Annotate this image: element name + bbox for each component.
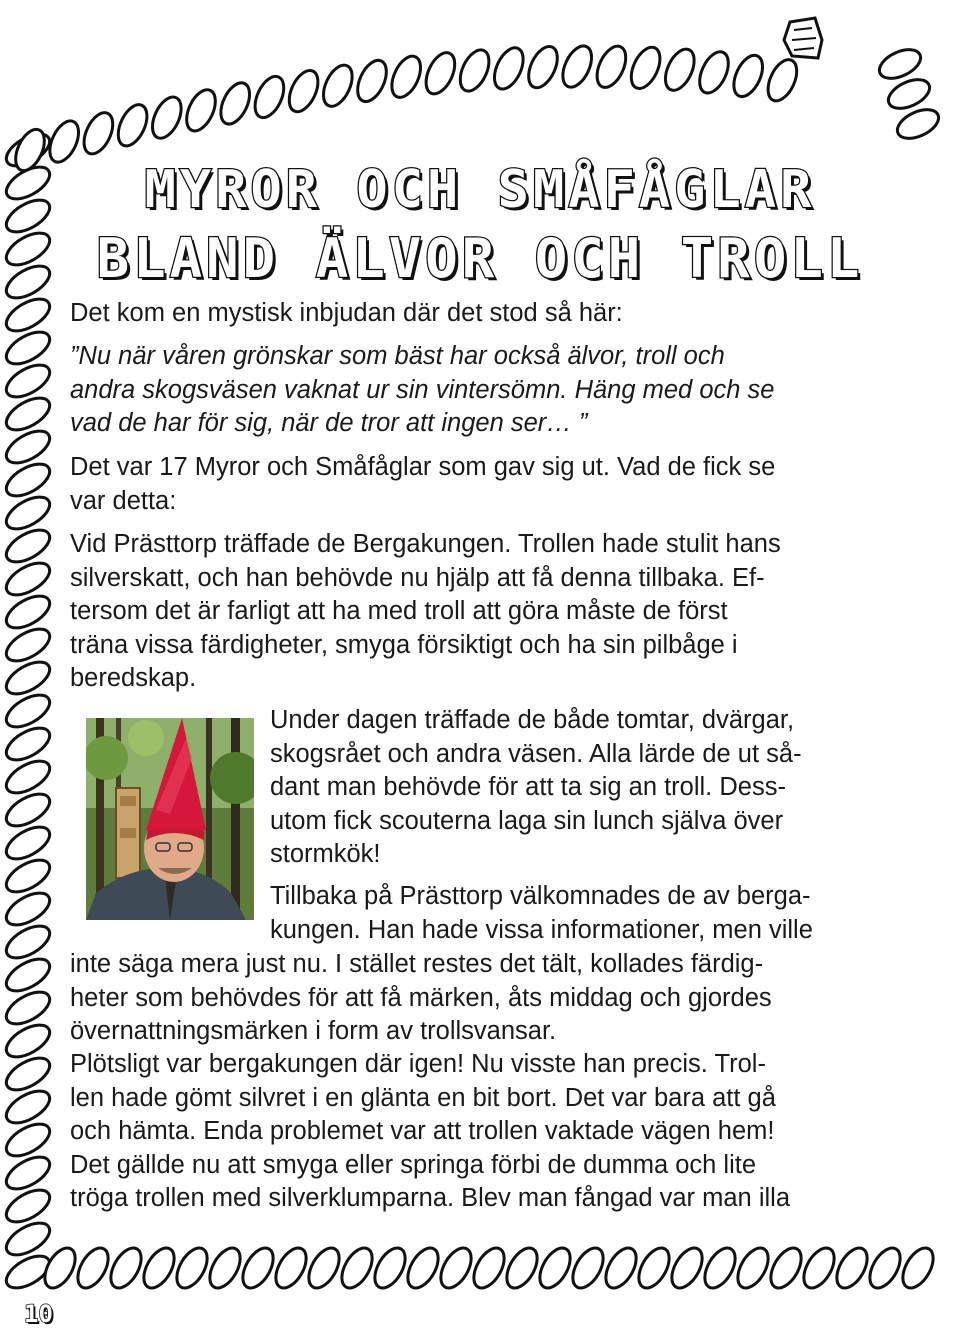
rope-link: [699, 1243, 742, 1293]
rope-link: [1, 1217, 55, 1262]
rope-end-knot-icon: [784, 18, 822, 58]
rope-link: [1, 458, 55, 503]
rope-link: [732, 1243, 775, 1293]
rope-link: [336, 1243, 379, 1293]
rope-link: [1, 689, 55, 734]
rope-link: [666, 1243, 709, 1293]
rope-link: [303, 1243, 346, 1293]
text-line: vad de har för sig, när de tror att ingen ser… ”: [70, 409, 588, 437]
rope-link: [1, 425, 55, 470]
text-line: len hade gömt silvret i en glänta en bit bort. Det var bara att gå: [70, 1083, 776, 1112]
page-title-line-1: MYROR OCH SMÅFÅGLAR: [144, 160, 816, 220]
rope-link: [1, 1184, 55, 1229]
rope-link: [1, 722, 55, 767]
rope-link: [1, 755, 55, 800]
rope-link: [1, 590, 55, 635]
text-line: var detta:: [70, 486, 177, 515]
page-number: 10: [24, 1300, 53, 1328]
rope-link: [215, 78, 255, 128]
rope-link: [1, 557, 55, 602]
rope-link: [112, 100, 152, 150]
rope-link: [765, 1243, 808, 1293]
rope-link: [489, 43, 529, 93]
rope-link: [1, 1118, 55, 1163]
rope-link: [1, 392, 55, 437]
paragraph-evening: [70, 948, 772, 1049]
rope-link: [181, 85, 221, 135]
rope-link: [468, 1243, 511, 1293]
rope-link: [893, 104, 943, 144]
text-line: inte säga mera just nu. I stället restes det tält, kollades färdig-: [70, 950, 764, 978]
text-line: heter som behövdes för att få märken, åts middag och gjordes: [70, 983, 772, 1012]
rope-link: [249, 72, 289, 122]
paragraph-silver-hunt: [70, 1048, 790, 1216]
paragraph-bergakungen: [70, 528, 781, 696]
rope-link: [501, 1243, 544, 1293]
rope-link: [1, 1085, 55, 1130]
rope-link: [762, 55, 802, 105]
paragraph-day-activities: [270, 704, 802, 872]
rope-link: [72, 1243, 115, 1293]
rope-link: [864, 1243, 907, 1293]
rope-link: [171, 1243, 214, 1293]
text-line: beredskap.: [70, 664, 197, 692]
rope-link: [1, 788, 55, 833]
rope-link: [1, 986, 55, 1031]
text-line: Under dagen träffade de både tomtar, dvärgar,: [270, 706, 795, 734]
rope-link: [897, 1243, 940, 1293]
text-line: kungen. Han hade vissa informationer, men ville: [270, 915, 813, 944]
paragraph-participants: [70, 451, 775, 518]
text-line: dant man behövde för att ta sig an troll. Dess-: [270, 773, 786, 801]
text-line: utom fick scouterna laga sin lunch själva över: [270, 806, 784, 835]
paragraph-invitation-quote: [70, 340, 774, 441]
rope-link: [600, 1243, 643, 1293]
text-line: andra skogsväsen vaknat ur sin vintersömn. Häng med och se: [70, 375, 775, 404]
text-line: Tillbaka på Prästtorp välkomnades de av berga-: [270, 882, 811, 910]
rope-link: [147, 93, 187, 143]
rope-link: [1, 656, 55, 701]
rope-link: [1, 491, 55, 536]
rope-link: [557, 42, 597, 92]
rope-link: [523, 42, 563, 92]
paragraph-invitation-intro: [70, 297, 623, 331]
text-line: silverskatt, och han behövde nu hjälp att få denna tillbaka. Ef-: [70, 563, 765, 592]
rope-link: [625, 43, 665, 93]
rope-link: [1, 326, 55, 371]
rope-link: [454, 45, 494, 95]
rope-link: [369, 1243, 412, 1293]
text-line: Det kom en mystisk inbjudan där det stod så här:: [70, 299, 623, 327]
text-line: Det var 17 Myror och Småfåglar som gav sig ut. Vad de fick se: [70, 453, 776, 481]
rope-link: [1, 623, 55, 668]
rope-link: [435, 1243, 478, 1293]
photo-gnome-leader: [86, 718, 254, 920]
rope-link: [633, 1243, 676, 1293]
rope-link: [694, 47, 734, 97]
text-line: ”Nu när våren grönskar som bäst har också älvor, troll och: [70, 342, 725, 370]
rope-link: [1, 854, 55, 899]
rope-link: [591, 42, 631, 92]
rope-link: [1, 920, 55, 965]
rope-link: [352, 56, 392, 106]
rope-link: [204, 1243, 247, 1293]
page-title-line-2: BLAND ÄLVOR OCH TROLL: [96, 227, 864, 290]
text-line: tersom det är farligt att ha med troll att göra måste de först: [70, 597, 728, 625]
rope-link: [1, 1052, 55, 1097]
text-line: övernattningsmärken i form av trollsvansar.: [70, 1017, 557, 1045]
rope-link: [567, 1243, 610, 1293]
text-line: tröga trollen med silverklumparna. Blev man fångad var man illa: [70, 1184, 791, 1212]
text-line: och hämta. Enda problemet var att trollen vaktade vägen hem!: [70, 1117, 775, 1145]
rope-link: [138, 1243, 181, 1293]
rope-link: [44, 117, 84, 167]
rope-link: [237, 1243, 280, 1293]
text-line: Det gällde nu att smyga eller springa förbi de dumma och lite: [70, 1150, 757, 1179]
rope-link: [1, 524, 55, 569]
rope-link: [1, 359, 55, 404]
rope-link: [1, 821, 55, 866]
rope-link: [534, 1243, 577, 1293]
text-line: Plötsligt var bergakungen där igen! Nu visste han precis. Trol-: [70, 1050, 766, 1078]
rope-link: [420, 48, 460, 98]
rope-link: [1, 953, 55, 998]
rope-link: [798, 1243, 841, 1293]
rope-link: [1, 1019, 55, 1064]
rope-link: [318, 61, 358, 111]
text-line: skogsrået och andra väsen. Alla lärde de ut så-: [270, 739, 802, 768]
rope-link: [1, 887, 55, 932]
rope-link: [283, 66, 323, 116]
rope-link: [728, 51, 768, 101]
rope-link: [884, 74, 934, 114]
rope-link: [402, 1243, 445, 1293]
rope-link: [875, 44, 925, 84]
paragraph-return-prasttorp: [270, 880, 813, 947]
rope-link: [78, 108, 118, 158]
text-line: träna vissa färdigheter, smyga försiktigt och ha sin pilbåge i: [70, 630, 738, 659]
rope-link: [831, 1243, 874, 1293]
text-line: Vid Prästtorp träffade de Bergakungen. Trollen hade stulit hans: [70, 530, 781, 558]
rope-link: [660, 45, 700, 95]
rope-link: [270, 1243, 313, 1293]
rope-link: [386, 52, 426, 102]
rope-link: [105, 1243, 148, 1293]
rope-link: [1, 293, 55, 338]
rope-link: [1, 1151, 55, 1196]
text-line: stormkök!: [270, 840, 381, 868]
